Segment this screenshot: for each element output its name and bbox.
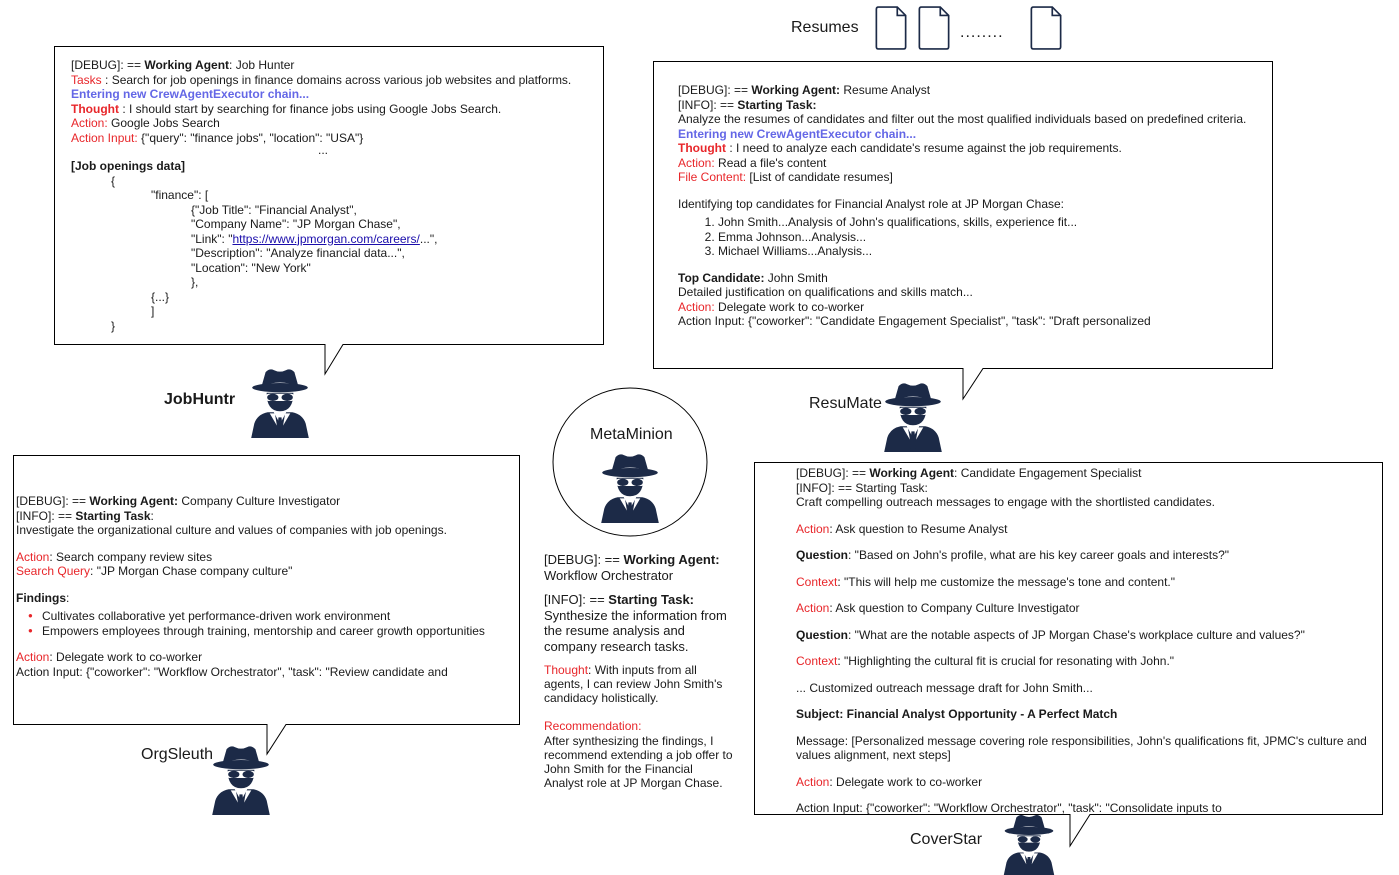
engagement-subject: Subject: Financial Analyst Opportunity - A Perfect Match	[796, 707, 1118, 721]
engagement-context2: Context: "Highlighting the cultural fit is crucial for resonating with John."	[796, 654, 1175, 668]
engagement-action-input: Action Input: {"coworker": "Workflow Orchestrator", "task": "Consolidate inputs to	[796, 801, 1222, 815]
resume-analyst-task: Analyze the resumes of candidates and filter out the most qualified individuals based on predefined criteria.	[678, 112, 1247, 126]
engagement-debug-line: [DEBUG]: == Working Agent: Candidate Engagement Specialist	[796, 466, 1142, 480]
list-item: ● Empowers employees through training, mentorship and career growth opportunities	[42, 624, 485, 639]
engagement-message: Message: [Personalized message covering role responsibilities, John's qualifications fit, JPMC's culture and values alignment, next steps]	[796, 733, 1367, 762]
resume-document-icon	[917, 5, 951, 51]
jpmorgan-careers-link[interactable]: https://www.jpmorgan.com/careers/	[232, 231, 420, 246]
resumate-spy-agent-icon	[882, 380, 944, 452]
job-openings-data-title: [Job openings data]	[71, 159, 185, 173]
orchestrator-debug-line: [DEBUG]: == Working Agent:	[544, 552, 720, 567]
orchestrator-recommendation: After synthesizing the findings, I recommend extending a job offer to John Smith for the Financial Analyst role at JP Morgan Chase.	[544, 733, 733, 790]
engagement-info-line: [INFO]: == Starting Task:	[796, 480, 928, 495]
engagement-action1-line: Action: Ask question to Resume Analyst	[796, 521, 1008, 536]
resume-analyst-chain-line: Entering new CrewAgentExecutor chain...	[678, 126, 917, 141]
culture-info-line: [INFO]: == Starting Task:	[16, 508, 154, 523]
job-hunter-dots: ...	[318, 143, 329, 157]
engagement-context1: Context: "This will help me customize the message's tone and content."	[796, 574, 1175, 589]
resume-analyst-justification: Detailed justification on qualifications and skills match...	[678, 285, 973, 299]
engagement-action2-line: Action: Ask question to Company Culture Investigator	[796, 601, 1080, 615]
culture-findings-title: Findings:	[16, 590, 70, 605]
list-item: 2. Emma Johnson...Analysis...	[718, 230, 1246, 245]
culture-action2-line: Action: Delegate work to co-worker	[16, 650, 203, 664]
list-item: 1. John Smith...Analysis of John's qualifications, skills, experience fit...	[718, 215, 1246, 230]
resume-analyst-debug-line: [DEBUG]: == Working Agent: Resume Analyst	[678, 83, 931, 97]
resume-analyst-file-line: File Content: [List of candidate resumes]	[678, 170, 893, 184]
engagement-action3-line: Action: Delegate work to co-worker	[796, 774, 983, 789]
orchestrator-thought: Thought: With inputs from all agents, I can review John Smith's candidacy holistically.	[544, 663, 723, 705]
agent-label-resumate: ResuMate	[809, 395, 882, 412]
engagement-specialist-speech-bubble	[754, 462, 1384, 862]
job-openings-json: { "finance": [ {"Job Title": "Financial Analyst", "Company Name": "JP Morgan Chase", "Link": "https://www.jpmorgan.com/careers/...", "Description": "Analyze financial data...", "Location": "New York" }, {...} ] }	[111, 173, 438, 333]
job-hunter-thought-line: Thought : I should start by searching for finance jobs using Google Jobs Search.	[71, 101, 502, 116]
orgsleuth-spy-agent-icon	[210, 743, 272, 815]
orchestrator-text	[544, 552, 734, 790]
engagement-draft: ... Customized outreach message draft for John Smith...	[796, 680, 1093, 695]
orchestrator-recommendation-title: Recommendation:	[544, 719, 642, 733]
resume-analyst-action-line: Action: Read a file's content	[678, 155, 827, 170]
agent-label-metaminion: MetaMinion	[590, 426, 673, 443]
resume-analyst-info-line: [INFO]: == Starting Task:	[678, 97, 817, 112]
engagement-question1: Question: "Based on John's profile, what are his key career goals and interests?"	[796, 548, 1230, 562]
job-hunter-chain-line: Entering new CrewAgentExecutor chain...	[71, 87, 310, 101]
job-hunter-speech-bubble	[54, 46, 604, 376]
resumes-ellipsis: ........	[960, 24, 1004, 41]
engagement-question2: Question: "What are the notable aspects of JP Morgan Chase's workplace culture and values?"	[796, 627, 1305, 642]
candidate-list	[678, 215, 1246, 259]
culture-action-input: Action Input: {"coworker": "Workflow Orchestrator", "task": "Review candidate and	[16, 664, 448, 679]
culture-investigator-speech-bubble	[13, 455, 521, 755]
resume-document-icon	[874, 5, 908, 51]
culture-query-line: Search Query: "JP Morgan Chase company culture"	[16, 564, 293, 578]
coverstar-spy-agent-icon	[998, 812, 1060, 875]
resume-analyst-top-candidate: Top Candidate: John Smith	[678, 270, 828, 285]
resume-analyst-action2-line: Action: Delegate work to co-worker	[678, 299, 865, 314]
agent-label-coverstar: CoverStar	[910, 831, 983, 848]
resume-analyst-action-input: Action Input: {"coworker": "Candidate Engagement Specialist", "task": "Draft personalized	[678, 314, 1151, 328]
job-hunter-action-input-line: Action Input: {"query": "finance jobs", "location": "USA"}	[71, 130, 364, 145]
culture-task: Investigate the organizational culture and values of companies with job openings.	[16, 523, 447, 537]
resume-analyst-identifying: Identifying top candidates for Financial Analyst role at JP Morgan Chase:	[678, 196, 1064, 211]
culture-action-line: Action: Search company review sites	[16, 549, 213, 564]
job-hunter-action-line: Action: Google Jobs Search	[71, 116, 220, 130]
job-hunter-debug-line: [DEBUG]: == Working Agent: Job Hunter	[71, 58, 295, 72]
list-item: ● Cultivates collaborative yet performance-driven work environment	[42, 609, 485, 624]
culture-debug-line: [DEBUG]: == Working Agent: Company Culture Investigator	[16, 494, 341, 508]
orchestrator-info-line: [INFO]: == Starting Task:	[544, 592, 695, 607]
resume-analyst-speech-bubble	[653, 61, 1274, 401]
list-item: 3. Michael Williams...Analysis...	[718, 244, 1246, 259]
resumes-label: Resumes	[791, 19, 859, 36]
jobhuntr-spy-agent-icon	[249, 366, 311, 438]
agent-label-jobhuntr: JobHuntr	[164, 391, 236, 408]
metaminion-spy-agent-icon	[599, 451, 661, 523]
engagement-task: Craft compelling outreach messages to engage with the shortlisted candidates.	[796, 495, 1215, 509]
orchestrator-task: Synthesize the information from the resume analysis and company research tasks.	[544, 607, 727, 654]
resume-analyst-thought-line: Thought : I need to analyze each candidate's resume against the job requirements.	[678, 141, 1122, 155]
findings-list	[16, 609, 485, 638]
job-hunter-tasks-line: Tasks : Search for job openings in finance domains across various job websites and platforms.	[71, 72, 572, 87]
orchestrator-agent-value: Workflow Orchestrator	[544, 567, 674, 583]
resume-document-icon	[1029, 5, 1063, 51]
agent-label-orgsleuth: OrgSleuth	[141, 746, 214, 763]
